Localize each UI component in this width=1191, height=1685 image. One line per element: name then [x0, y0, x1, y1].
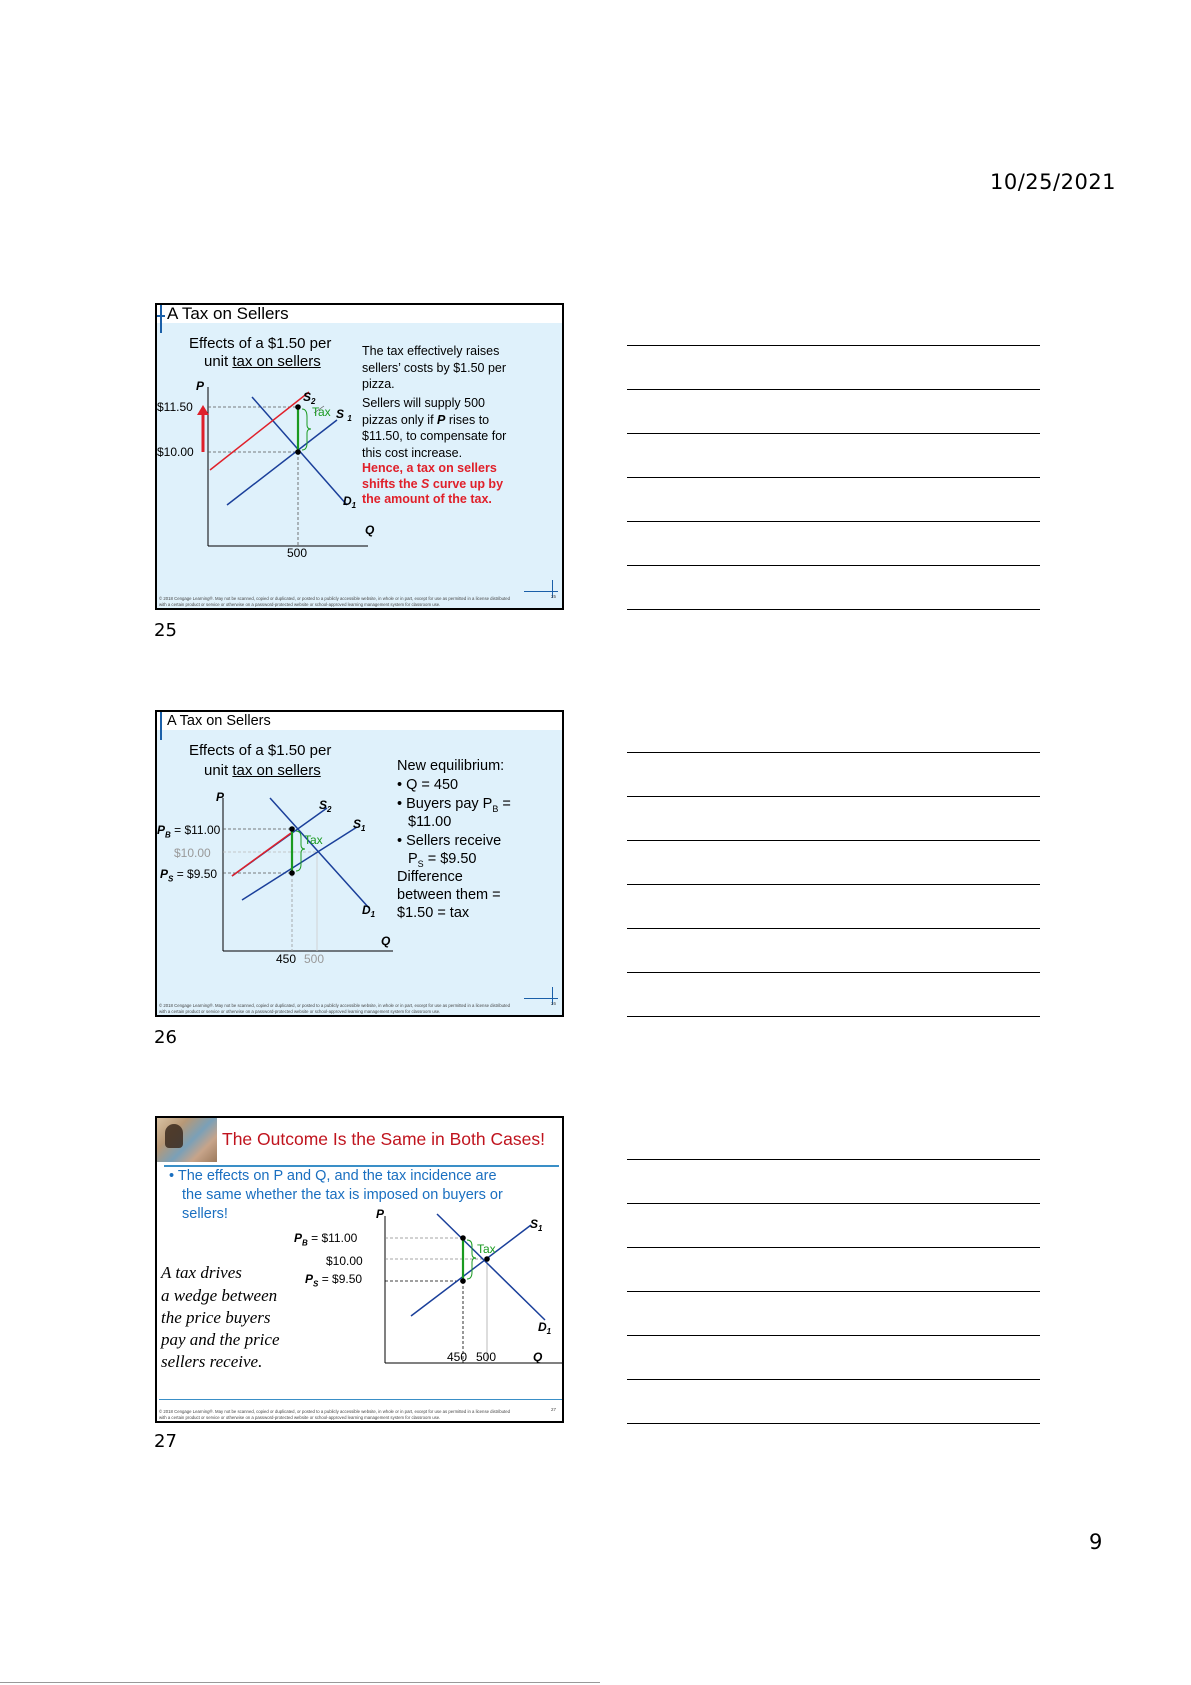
side-text-3: Hence, a tax on sellers shifts the S curve up by the amount of the tax. [362, 461, 504, 506]
demand-curve-d1 [270, 798, 369, 908]
tick-label-1150: $11.50 [157, 400, 193, 414]
bullet-q: • Q = 450 [397, 777, 459, 793]
label-buyers-price: $P_B$ = $11.00 [294, 1231, 358, 1248]
label-d1: $D_1$ [538, 1320, 552, 1336]
axis-label-q: Q [381, 934, 391, 948]
slide-footer-number: 26 [550, 1001, 556, 1006]
quote-line4: pay and the price [161, 1330, 280, 1349]
bullet-sellers-value: $P_S$ = $9.50 [408, 851, 477, 869]
axis-label-q: Q [533, 1350, 543, 1364]
note-line [627, 1159, 1040, 1160]
tick-label-500: 500 [304, 952, 325, 966]
tax-brace [302, 409, 311, 450]
slide-subtitle-line2: unit tax on sellers [204, 762, 321, 779]
quote-line5: sellers receive. [161, 1352, 263, 1371]
note-line [627, 928, 1040, 929]
buyers-price-point [460, 1235, 466, 1241]
slide-caption-27: 27 [154, 1431, 177, 1452]
note-line [627, 1423, 1040, 1424]
equilibrium-point-new [295, 404, 301, 410]
label-d1: $D_1$ [343, 494, 357, 510]
demand-curve-d1 [437, 1214, 545, 1320]
slide-27 [155, 1116, 564, 1423]
supply-curve-s1 [242, 827, 357, 900]
tick-label-450: 450 [276, 952, 297, 966]
quote-line2: a wedge between [161, 1286, 278, 1305]
note-line [627, 609, 1040, 610]
tick-label-450: 450 [447, 1350, 468, 1364]
slide-footer-number: 27 [550, 1407, 556, 1412]
price-rise-arrowhead [197, 405, 209, 415]
side-text-1: The tax effectively raises sellers’ costs by $1.50 per pizza. [362, 344, 507, 391]
buyers-price-point [289, 826, 295, 832]
note-line [627, 884, 1040, 885]
note-line [627, 521, 1040, 522]
supply-curve-s2-red [232, 833, 291, 876]
note-line [627, 389, 1040, 390]
bullet-line3: sellers! [182, 1206, 228, 1222]
note-line [627, 752, 1040, 753]
label-ten-dollars: $10.00 [326, 1254, 363, 1268]
note-line [627, 477, 1040, 478]
slide-subtitle-line2: unit tax on sellers [204, 353, 321, 370]
label-tax: Tax [304, 833, 323, 847]
page-number: 9 [1089, 1530, 1103, 1554]
note-line [627, 433, 1040, 434]
supply-curve-s1 [411, 1225, 531, 1316]
note-line [627, 1247, 1040, 1248]
sellers-price-point [289, 870, 295, 876]
axis-label-p: P [196, 379, 205, 393]
slide-subtitle-line1: Effects of a $1.50 per [189, 742, 332, 759]
note-line [627, 565, 1040, 566]
label-tax: Tax [477, 1242, 496, 1256]
difference-line2: between them = [397, 887, 501, 903]
quote-line3: the price buyers [161, 1308, 271, 1327]
copyright-footer: © 2018 Cengage Learning®. May not be scanned, copied or duplicated, or posted to a publicly accessible website, in whole or in part, except for use as permitted in a license distributed with a certain product or service or otherwise on a password-protected website or school-approved learning management system for classroom use. [159, 1409, 511, 1420]
label-tax: Tax [312, 405, 331, 419]
note-line [627, 345, 1040, 346]
axis-label-p: P [216, 790, 225, 804]
axis-label-q: Q [365, 523, 375, 537]
note-line [627, 972, 1040, 973]
label-sellers-price: $P_S$ = $9.50 [160, 867, 218, 884]
original-equilibrium-point [484, 1256, 490, 1262]
tick-label-500: 500 [476, 1350, 497, 1364]
note-line [627, 1203, 1040, 1204]
slide-title: The Outcome Is the Same in Both Cases! [222, 1129, 545, 1149]
tick-label-1000: $10.00 [157, 445, 194, 459]
bullet-line1: • The effects on P and Q, and the tax incidence are [169, 1168, 497, 1184]
supply-curve-s1 [227, 420, 337, 505]
axis-label-p: P [376, 1207, 385, 1221]
bullet-buyers-value: $11.00 [408, 814, 452, 830]
slide-subtitle-line1: Effects of a $1.50 per [189, 335, 332, 352]
label-d1: $D_1$ [362, 903, 376, 919]
slide-title: A Tax on Sellers [167, 304, 289, 323]
sellers-price-point [460, 1278, 466, 1284]
label-ten-dollars: $10.00 [174, 846, 211, 860]
slide-title: A Tax on Sellers [167, 713, 271, 729]
footer-rule [159, 1399, 562, 1400]
label-buyers-price: $P_B$ = $11.00 [157, 823, 221, 840]
page-date: 10/25/2021 [990, 170, 1117, 194]
side-text-2: Sellers will supply 500 pizzas only if P rises to $11.50, to compensate for this cost increase. [362, 396, 507, 460]
difference-line1: Difference [397, 869, 463, 885]
note-line [627, 796, 1040, 797]
copyright-footer: © 2018 Cengage Learning®. May not be scanned, copied or duplicated, or posted to a publicly accessible website, in whole or in part, except for use as permitted in a license distributed with a certain product or service or otherwise on a password-protected website or school-approved learning management system for classroom use. [159, 1003, 511, 1014]
label-s2: $S_2$ [319, 798, 332, 814]
bullet-buyers: • Buyers pay $P_B$ = [397, 796, 511, 814]
slide-26 [155, 710, 564, 1017]
slide-footer-number: 25 [550, 594, 556, 599]
note-line [627, 1291, 1040, 1292]
bullet-sellers: • Sellers receive [397, 833, 502, 849]
label-s2: $S_2$ [303, 390, 316, 406]
outcome-chart-27 [157, 1118, 564, 1423]
note-line [627, 1016, 1040, 1017]
bullet-line2: the same whether the tax is imposed on buyers or [182, 1187, 503, 1203]
page-bottom-rule [0, 1682, 600, 1683]
supply-curve-s2 [210, 392, 309, 470]
tick-label-500: 500 [287, 546, 308, 560]
slide-caption-25: 25 [154, 620, 177, 641]
label-s1: S $_1$ [336, 407, 352, 423]
note-line [627, 1335, 1040, 1336]
slide-caption-26: 26 [154, 1027, 177, 1048]
slide-25 [155, 303, 564, 610]
difference-line3: $1.50 = tax [397, 905, 470, 921]
copyright-footer: © 2018 Cengage Learning®. May not be scanned, copied or duplicated, or posted to a publicly accessible website, in whole or in part, except for use as permitted in a license distributed with a certain product or service or otherwise on a password-protected website or school-approved learning management system for classroom use. [159, 596, 511, 607]
note-line [627, 840, 1040, 841]
label-s1: $S_1$ [353, 817, 366, 833]
quote-line1: A tax drives [161, 1263, 242, 1282]
note-line [627, 1379, 1040, 1380]
label-s1: $S_1$ [530, 1217, 543, 1233]
label-sellers-price: $P_S$ = $9.50 [305, 1272, 363, 1289]
equilibrium-point-old [295, 449, 301, 455]
side-heading: New equilibrium: [397, 758, 505, 774]
